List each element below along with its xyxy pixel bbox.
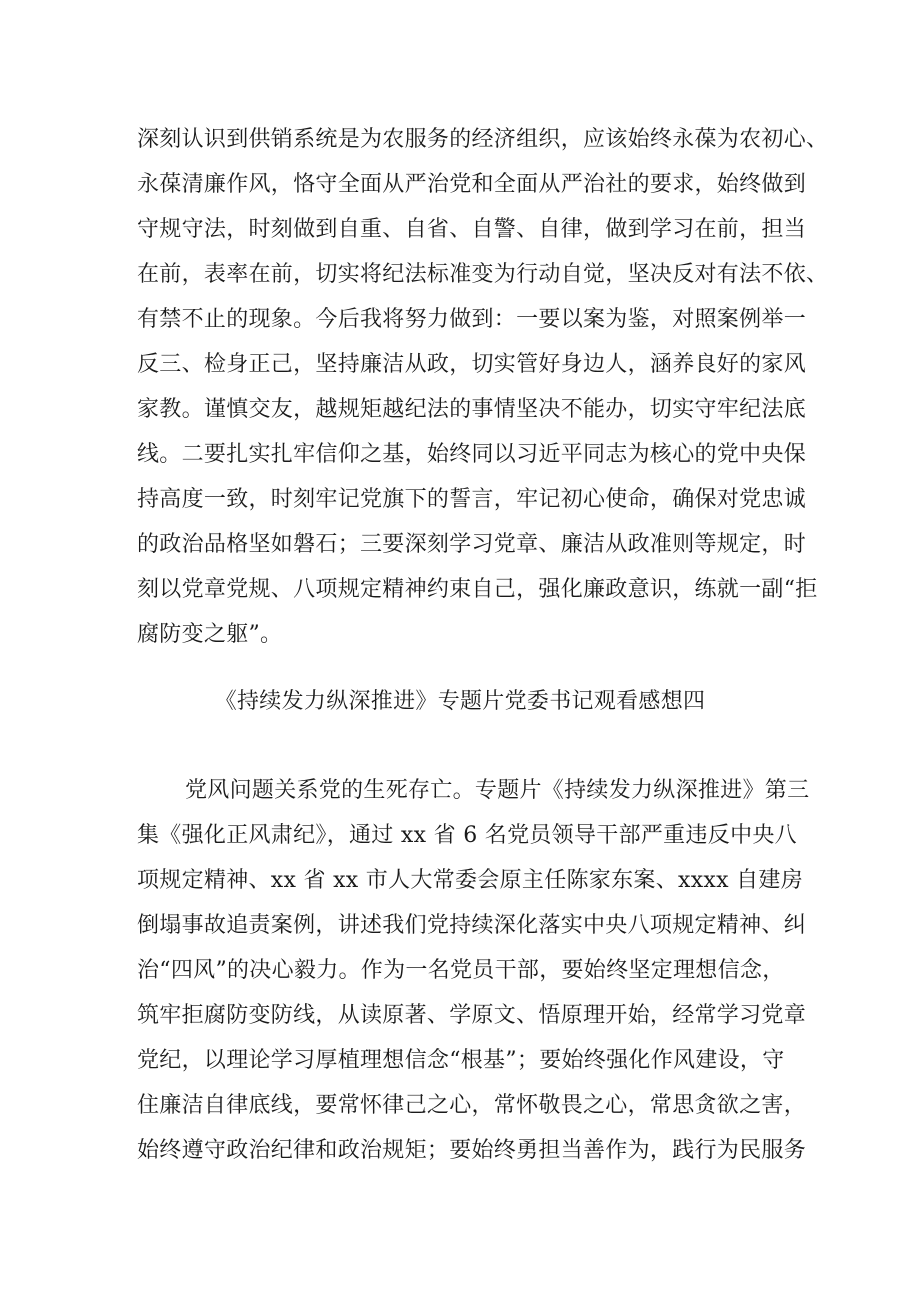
paragraph-line: 住廉洁自律底线，要常怀律己之心，常怀敬畏之心，常思贪欲之害， bbox=[137, 1093, 807, 1118]
section-heading: 《持续发力纵深推进》专题片党委书记观看感想四 bbox=[214, 689, 706, 714]
paragraph-line: 党纪，以理论学习厚植理想信念“根基”；要始终强化作风建设，守 bbox=[137, 1048, 785, 1073]
paragraph-line: 腐防变之躯”。 bbox=[137, 622, 283, 647]
paragraph-line: 守规守法，时刻做到自重、自省、自警、自律，做到学习在前，担当 bbox=[137, 217, 807, 242]
paragraph-line: 的政治品格坚如磐石；三要深刻学习党章、廉洁从政准则等规定，时 bbox=[137, 532, 807, 557]
paragraph-line: 在前，表率在前，切实将纪法标准变为行动自觉，坚决反对有法不依、 bbox=[137, 262, 829, 287]
paragraph-line: 项规定精神、xx 省 xx 市人大常委会原主任陈家东案、xxxx 自建房 bbox=[137, 868, 804, 893]
paragraph-line: 集《强化正风肃纪》，通过 xx 省 6 名党员领导干部严重违反中央八 bbox=[137, 823, 797, 848]
paragraph-line: 倒塌事故追责案例，讲述我们党持续深化落实中央八项规定精神、纠 bbox=[137, 913, 807, 938]
paragraph-line: 有禁不止的现象。今后我将努力做到：一要以案为鉴，对照案例举一 bbox=[137, 307, 807, 332]
paragraph-line: 反三、检身正己，坚持廉洁从政，切实管好身边人，涵养良好的家风 bbox=[137, 352, 807, 377]
paragraph-line: 永葆清廉作风，恪守全面从严治党和全面从严治社的要求，始终做到 bbox=[137, 172, 807, 197]
paragraph-line: 持高度一致，时刻牢记党旗下的誓言，牢记初心使命，确保对党忠诚 bbox=[137, 487, 807, 512]
paragraph-line: 刻以党章党规、八项规定精神约束自己，强化廉政意识，练就一副“拒 bbox=[137, 577, 818, 602]
paragraph-line: 党风问题关系党的生死存亡。专题片《持续发力纵深推进》第三 bbox=[185, 778, 810, 803]
paragraph-line: 治“四风”的决心毅力。作为一名党员干部，要始终坚定理想信念， bbox=[137, 958, 785, 983]
paragraph-line: 线。二要扎实扎牢信仰之基，始终同以习近平同志为核心的党中央保 bbox=[137, 442, 807, 467]
paragraph-line: 始终遵守政治纪律和政治规矩；要始终勇担当善作为，践行为民服务 bbox=[137, 1138, 807, 1163]
paragraph-line: 筑牢拒腐防变防线，从读原著、学原文、悟原理开始，经常学习党章 bbox=[137, 1003, 807, 1028]
paragraph-line: 深刻认识到供销系统是为农服务的经济组织，应该始终永葆为农初心、 bbox=[137, 127, 829, 152]
paragraph-line: 家教。谨慎交友，越规矩越纪法的事情坚决不能办，切实守牢纪法底 bbox=[137, 397, 807, 422]
